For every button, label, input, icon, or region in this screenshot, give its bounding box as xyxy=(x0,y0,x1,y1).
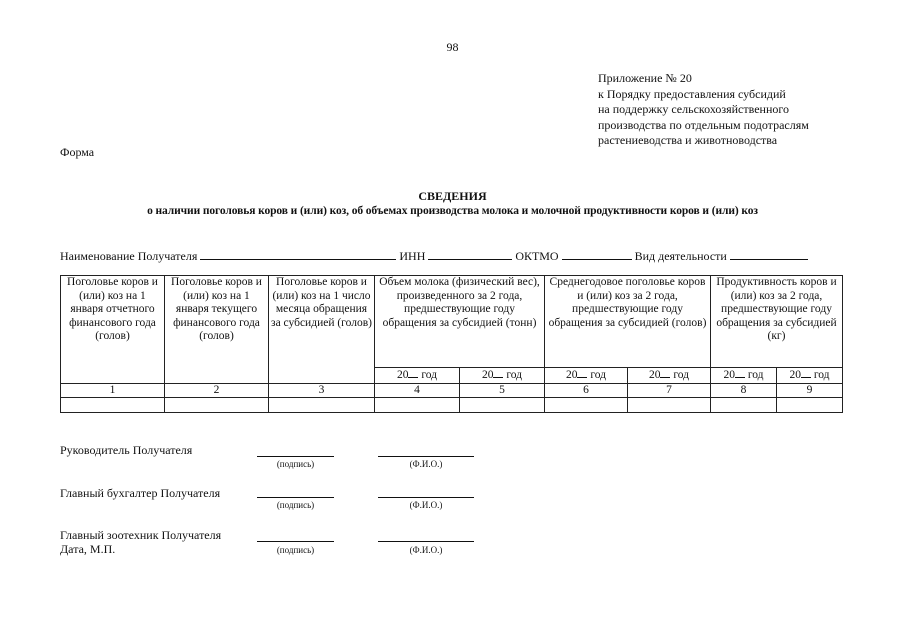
head-name-line[interactable] xyxy=(378,456,474,457)
column-number: 2 xyxy=(165,383,269,398)
data-cell[interactable] xyxy=(375,398,460,413)
accountant-label: Главный бухгалтер Получателя xyxy=(60,486,221,500)
header-cell: Поголовье коров и (или) коз на 1 января текущего финансового года (голов) xyxy=(165,276,269,384)
appendix-line: Приложение № 20 xyxy=(598,71,692,85)
column-number: 3 xyxy=(269,383,375,398)
recipient-name-label: Наименование Получателя xyxy=(60,249,198,263)
data-cell[interactable] xyxy=(777,398,843,413)
year-cell: 20 год xyxy=(711,368,777,384)
data-cell[interactable] xyxy=(269,398,375,413)
data-cell[interactable] xyxy=(165,398,269,413)
document-title: СВЕДЕНИЯ xyxy=(418,189,487,203)
recipient-name-field[interactable] xyxy=(200,249,396,260)
data-table xyxy=(60,275,843,413)
data-cell[interactable] xyxy=(711,398,777,413)
oktmo-label: ОКТМО xyxy=(515,249,559,263)
column-number: 1 xyxy=(61,383,165,398)
column-number: 7 xyxy=(628,383,711,398)
head-label: Руководитель Получателя xyxy=(60,443,193,457)
year-cell: 20 год xyxy=(460,368,545,384)
header-cell: Поголовье коров и (или) коз на 1 января отчетного финансового года (голов) xyxy=(61,276,165,384)
recipient-line xyxy=(60,249,808,264)
name-caption: (Ф.И.О.) xyxy=(409,459,443,469)
form-label: Форма xyxy=(60,145,95,159)
appendix-line: производства по отдельным подотраслям xyxy=(598,117,809,132)
appendix-line: к Порядку предоставления субсидий xyxy=(598,86,786,101)
data-cell[interactable] xyxy=(460,398,545,413)
year-cell: 20 год xyxy=(375,368,460,384)
activity-field[interactable] xyxy=(730,249,808,260)
header-cell: Среднегодовое поголовье коров и (или) коз за 2 года, предшествующие году обращения за субсидией (голов) xyxy=(545,276,711,368)
data-cell[interactable] xyxy=(545,398,628,413)
data-cell[interactable] xyxy=(61,398,165,413)
signature-caption: (подпись) xyxy=(276,500,315,510)
signature-caption: (подпись) xyxy=(276,459,315,469)
zootechnician-name-line[interactable] xyxy=(378,541,474,542)
activity-label: Вид деятельности xyxy=(634,249,727,263)
name-caption: (Ф.И.О.) xyxy=(409,500,443,510)
head-signature-line[interactable] xyxy=(257,456,334,457)
oktmo-field[interactable] xyxy=(562,249,632,260)
accountant-name-line[interactable] xyxy=(378,497,474,498)
data-cell[interactable] xyxy=(628,398,711,413)
date-label: Дата, М.П. xyxy=(60,542,116,556)
column-number: 5 xyxy=(460,383,545,398)
document-subtitle: о наличии поголовья коров и (или) коз, об объемах производства молока и молочной продуктивности коров и (или) коз xyxy=(147,205,758,217)
inn-label: ИНН xyxy=(399,249,426,263)
signature-caption: (подпись) xyxy=(276,545,315,555)
column-number: 4 xyxy=(375,383,460,398)
page-number: 98 xyxy=(446,40,459,54)
accountant-signature-line[interactable] xyxy=(257,497,334,498)
year-cell: 20 год xyxy=(628,368,711,384)
zootechnician-signature-line[interactable] xyxy=(257,541,334,542)
name-caption: (Ф.И.О.) xyxy=(409,545,443,555)
header-cell: Объем молока (физический вес), произведенного за 2 года, предшествующие году обращения за субсидией (тонн) xyxy=(375,276,545,368)
zootechnician-label: Главный зоотехник Получателя xyxy=(60,528,222,542)
year-cell: 20 год xyxy=(545,368,628,384)
appendix-line: на поддержку сельскохозяйственного xyxy=(598,102,790,116)
column-number: 8 xyxy=(711,383,777,398)
inn-field[interactable] xyxy=(428,249,512,260)
column-number: 6 xyxy=(545,383,628,398)
year-cell: 20 год xyxy=(777,368,843,384)
appendix-line: растениеводства и животноводства xyxy=(598,133,778,147)
appendix-block xyxy=(598,71,809,149)
header-cell: Продуктивность коров и (или) коз за 2 года, предшествующие году обращения за субсидией (кг) xyxy=(711,276,843,368)
header-cell: Поголовье коров и (или) коз на 1 число месяца обращения за субсидией (голов) xyxy=(269,276,375,384)
column-number: 9 xyxy=(777,383,843,398)
